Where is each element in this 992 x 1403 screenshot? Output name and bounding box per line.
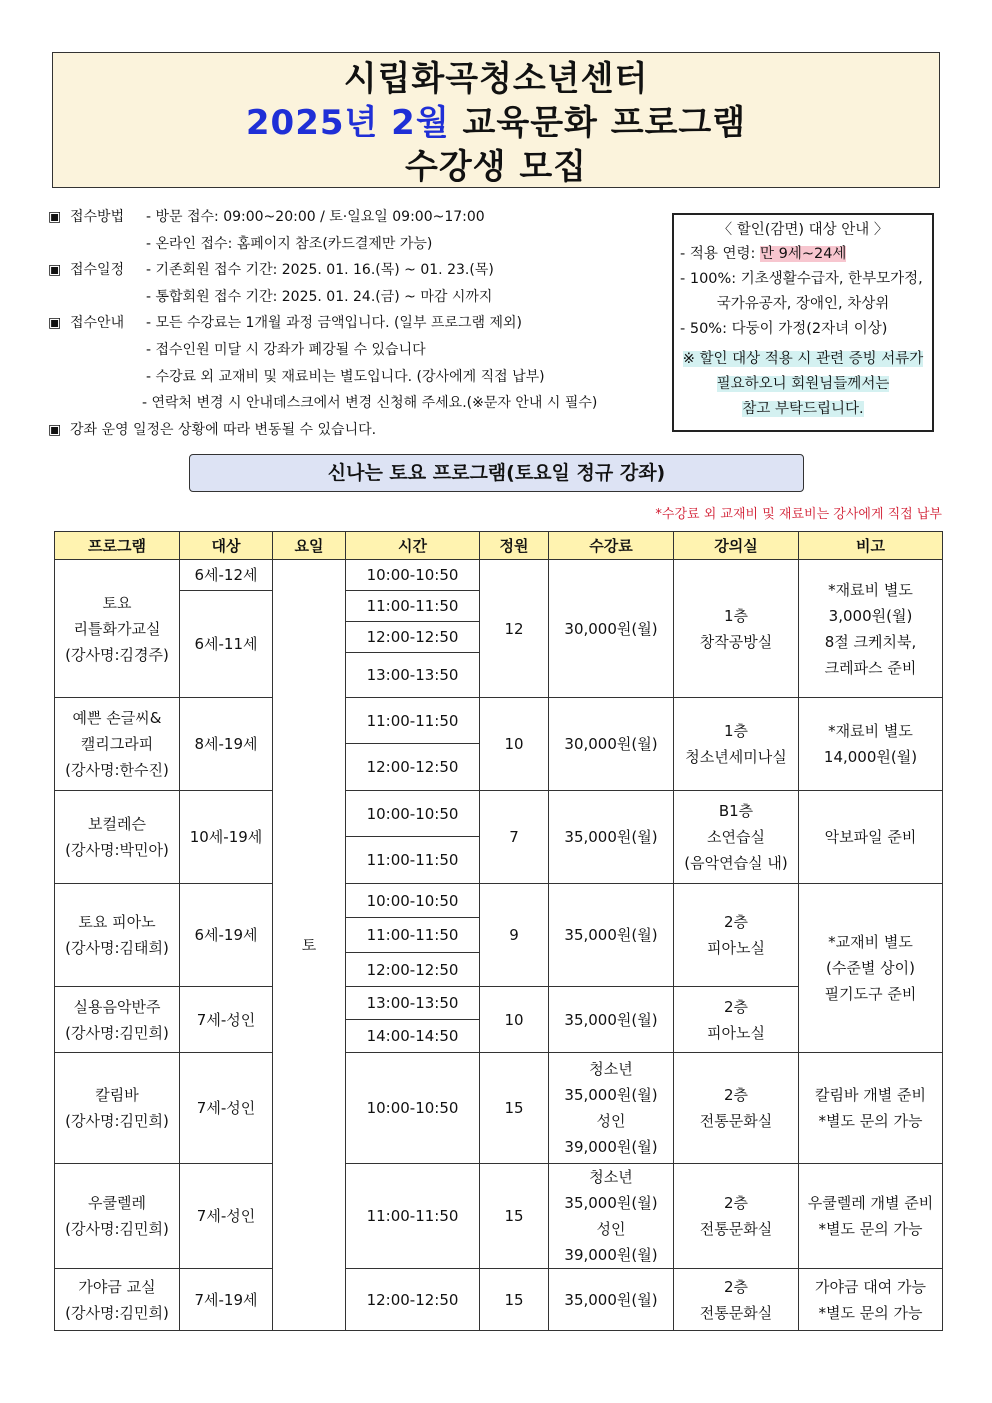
time-cell: 12:00-12:50 (346, 953, 480, 987)
guide-line: - 모든 수강료는 1개월 과정 금액입니다. (일부 프로그램 제외) (146, 315, 522, 332)
fee-cell: 35,000원(월) (549, 987, 674, 1053)
discount-age (680, 242, 926, 267)
registration-info (48, 204, 668, 443)
discount-note (680, 347, 926, 422)
time-cell: 14:00-14:50 (346, 1020, 480, 1053)
schedule-line: - 통합회원 접수 기간: 2025. 01. 24.(금) ~ 마감 시까지 (146, 288, 493, 305)
header-box (52, 52, 940, 188)
time-cell: 10:00-10:50 (346, 791, 480, 837)
note-cell: *재료비 별도 3,000원(월) 8절 크케치북, 크레파스 준비 (799, 560, 943, 698)
section-title: 신나는 토요 프로그램(토요일 정규 강좌) (189, 454, 804, 492)
program-cell: 가야금 교실 (강사명:김민희) (55, 1269, 180, 1331)
col-target: 대상 (180, 532, 273, 560)
discount-note-2: 필요하오니 회원님들께서는 (716, 376, 890, 392)
recruit-title: 수강생 모집 (404, 147, 588, 187)
day-cell: 토 (273, 560, 346, 1331)
method-line: - 온라인 접수: 홈페이지 참조(카드결제만 가능) (146, 235, 433, 252)
col-room: 강의실 (674, 532, 799, 560)
room-cell: 1층 창작공방실 (674, 560, 799, 698)
note-cell: 가야금 대여 가능 *별도 문의 가능 (799, 1269, 943, 1331)
target-cell: 7세-19세 (180, 1269, 273, 1331)
guide-key: 접수안내 (70, 315, 125, 332)
col-capacity: 정원 (480, 532, 549, 560)
time-cell: 11:00-11:50 (346, 837, 480, 884)
target-cell: 7세-성인 (180, 1164, 273, 1269)
fee-cell: 30,000원(월) (549, 698, 674, 791)
table-row (55, 1053, 943, 1164)
capacity-cell: 15 (480, 1164, 549, 1269)
bullet-icon: ▣ (48, 209, 62, 225)
note-cell: *재료비 별도 14,000원(월) (799, 698, 943, 791)
room-cell: 2층 피아노실 (674, 884, 799, 987)
program-cell: 토요 리틀화가교실 (강사명:김경주) (55, 560, 180, 698)
note-cell: 우쿨렐레 개별 준비 *별도 문의 가능 (799, 1164, 943, 1269)
note-cell: 악보파일 준비 (799, 791, 943, 884)
discount-box (672, 213, 934, 432)
method-key: 접수방법 (70, 209, 125, 225)
time-cell: 12:00-12:50 (346, 744, 480, 791)
room-cell: 2층 피아노실 (674, 987, 799, 1053)
program-cell: 보컬레슨 (강사명:박민아) (55, 791, 180, 884)
time-cell: 11:00-11:50 (346, 1164, 480, 1269)
fee-note: *수강료 외 교재비 및 재료비는 강사에게 직접 납부 (655, 507, 942, 522)
guide-line: - 연락처 변경 시 안내데스크에서 변경 신청해 주세요.(※문자 안내 시 필수) (142, 395, 598, 412)
time-cell: 11:00-11:50 (346, 918, 480, 953)
time-cell: 12:00-12:50 (346, 622, 480, 653)
schedule-key: 접수일정 (70, 262, 125, 279)
room-cell: B1층 소연습실 (음악연습실 내) (674, 791, 799, 884)
time-cell: 13:00-13:50 (346, 653, 480, 698)
capacity-cell: 10 (480, 698, 549, 791)
fee-cell: 청소년 35,000원(월) 성인 39,000원(월) (549, 1053, 674, 1164)
target-cell: 8세-19세 (180, 698, 273, 791)
program-title-rest: 교육문화 프로그램 (449, 103, 747, 143)
target-cell: 7세-성인 (180, 1053, 273, 1164)
col-program: 프로그램 (55, 532, 180, 560)
col-fee: 수강료 (549, 532, 674, 560)
fee-cell: 35,000원(월) (549, 791, 674, 884)
target-cell: 6세-12세 (180, 560, 273, 591)
table-row (55, 698, 943, 744)
capacity-cell: 9 (480, 884, 549, 987)
discount-full-2: 국가유공자, 장애인, 차상위 (716, 296, 890, 312)
table-header-row (55, 532, 943, 560)
center-name: 시립화곡청소년센터 (343, 59, 649, 99)
guide-line: - 접수인원 미달 시 강좌가 폐강될 수 있습니다 (146, 341, 426, 358)
bullet-icon: ▣ (48, 421, 62, 438)
fee-cell: 35,000원(월) (549, 1269, 674, 1331)
program-title (53, 101, 939, 145)
discount-note-1: ※ 할인 대상 적용 시 관련 증빙 서류가 (682, 351, 924, 367)
table-row (55, 1269, 943, 1331)
program-date: 2025년 2월 (245, 103, 450, 143)
col-note: 비고 (799, 532, 943, 560)
bullet-icon: ▣ (48, 315, 62, 332)
table-row (55, 791, 943, 837)
table-row (55, 560, 943, 591)
table-row (55, 1164, 943, 1269)
room-cell: 2층 전통문화실 (674, 1053, 799, 1164)
program-cell: 토요 피아노 (강사명:김태희) (55, 884, 180, 987)
target-cell: 6세-11세 (180, 591, 273, 698)
discount-half: - 50%: 다둥이 가정(2자녀 이상) (680, 321, 888, 337)
note-cell: 칼림바 개별 준비 *별도 문의 가능 (799, 1053, 943, 1164)
schedule-change-notice: 강좌 운영 일정은 상황에 따라 변동될 수 있습니다. (70, 421, 377, 438)
capacity-cell: 12 (480, 560, 549, 698)
time-cell: 10:00-10:50 (346, 884, 480, 918)
program-table (54, 531, 943, 1331)
table-row (55, 884, 943, 918)
capacity-cell: 15 (480, 1269, 549, 1331)
program-cell: 칼림바 (강사명:김민희) (55, 1053, 180, 1164)
target-cell: 7세-성인 (180, 987, 273, 1053)
schedule-line: - 기존회원 접수 기간: 2025. 01. 16.(목) ~ 01. 23.(목) (146, 262, 494, 279)
fee-cell: 청소년 35,000원(월) 성인 39,000원(월) (549, 1164, 674, 1269)
col-day: 요일 (273, 532, 346, 560)
bullet-icon: ▣ (48, 262, 62, 279)
program-cell: 우쿨렐레 (강사명:김민희) (55, 1164, 180, 1269)
time-cell: 11:00-11:50 (346, 591, 480, 622)
target-cell: 6세-19세 (180, 884, 273, 987)
fee-cell: 30,000원(월) (549, 560, 674, 698)
target-cell: 10세-19세 (180, 791, 273, 884)
discount-full-1: - 100%: 기초생활수급자, 한부모가정, (680, 271, 923, 287)
room-cell: 1층 청소년세미나실 (674, 698, 799, 791)
capacity-cell: 15 (480, 1053, 549, 1164)
program-cell: 예쁜 손글씨& 캘리그라피 (강사명:한수진) (55, 698, 180, 791)
note-cell: *교재비 별도 (수준별 상이) 필기도구 준비 (799, 884, 943, 1053)
room-cell: 2층 전통문화실 (674, 1164, 799, 1269)
discount-title: 〈 할인(감면) 대상 안내 〉 (717, 222, 889, 238)
time-cell: 13:00-13:50 (346, 987, 480, 1020)
discount-age-value: 만 9세~24세 (759, 246, 847, 262)
discount-note-3: 참고 부탁드립니다. (742, 401, 864, 417)
method-line: - 방문 접수: 09:00~20:00 / 토·일요일 09:00~17:00 (146, 209, 485, 225)
time-cell: 11:00-11:50 (346, 698, 480, 744)
room-cell: 2층 전통문화실 (674, 1269, 799, 1331)
time-cell: 10:00-10:50 (346, 1053, 480, 1164)
discount-age-label: - 적용 연령: (680, 246, 760, 262)
capacity-cell: 10 (480, 987, 549, 1053)
time-cell: 10:00-10:50 (346, 560, 480, 591)
col-time: 시간 (346, 532, 480, 560)
capacity-cell: 7 (480, 791, 549, 884)
fee-cell: 35,000원(월) (549, 884, 674, 987)
time-cell: 12:00-12:50 (346, 1269, 480, 1331)
program-cell: 실용음악반주 (강사명:김민희) (55, 987, 180, 1053)
guide-line: - 수강료 외 교재비 및 재료비는 별도입니다. (강사에게 직접 납부) (146, 368, 545, 385)
